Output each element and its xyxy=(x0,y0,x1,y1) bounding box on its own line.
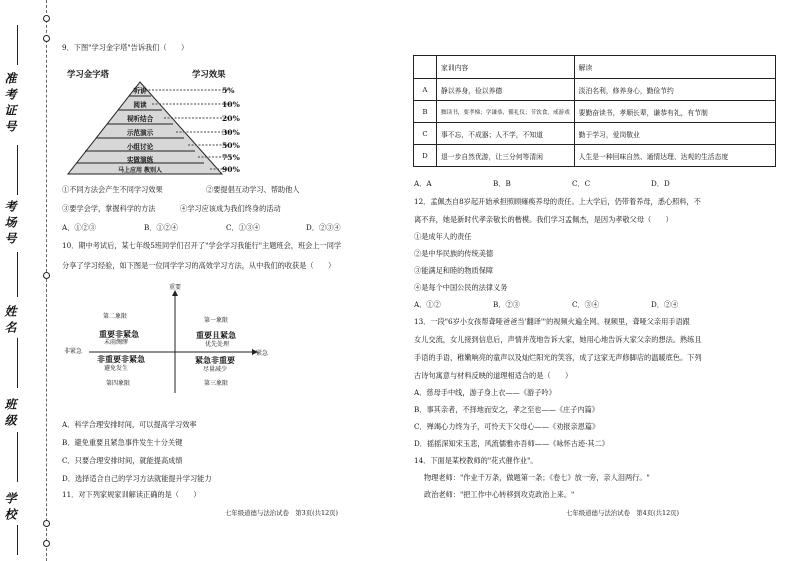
axis-urgent: 紧急 xyxy=(256,350,269,357)
table-cell: 要勤奋读书，孝顺长辈，谦恭有礼，有节制 xyxy=(574,101,775,123)
q14-line-3: 政治老师："把工作中心转移到攻克政治上来。" xyxy=(424,490,575,499)
table-cell: C xyxy=(414,123,437,145)
q12-choice-b[interactable]: B．②③ xyxy=(493,300,520,309)
table-header-row xyxy=(414,56,776,79)
school-label: 学校 xyxy=(3,492,17,524)
table-cell: 黜读书，要孝悌；学谦恭，循礼仪；节饮食，戒游戏 xyxy=(437,101,575,123)
table-header: 解读 xyxy=(574,56,775,79)
q9-option-3: ③要学会学，掌握科学的方法 xyxy=(62,204,156,213)
q10-line-2: 分享了学习经验，如下图是一位同学学习的高效学习方法，从中我们的收获是（ ） xyxy=(62,261,336,270)
exam-number-line xyxy=(17,25,18,65)
binding-hole xyxy=(43,272,50,279)
q11-choice-c[interactable]: C．C xyxy=(572,179,591,188)
q9-choice-a[interactable]: A．①②③ xyxy=(62,223,96,232)
q13-option-d[interactable]: D．摇摇深知宋玉悲，风流儒雅亦吾师——《咏怀古迹·其二》 xyxy=(414,439,609,448)
axis-not-urgent: 非紧急 xyxy=(64,348,83,355)
quadrant-1-title: 重要且紧急 xyxy=(196,330,236,340)
table-cell: B xyxy=(414,101,437,123)
q12-line-2: 离不弃，她是新时代孝亲敬长的楷模。我们学习孟佩杰，是因为孝敬父母（ ） xyxy=(414,215,673,224)
q11-choice-b[interactable]: B．B xyxy=(493,179,511,188)
q9-choice-c[interactable]: C．①③④ xyxy=(226,223,261,232)
effect-20: 20% xyxy=(222,114,240,123)
seat-number-label: 考场号 xyxy=(3,200,17,248)
q12-line-1: 12．孟佩杰自8岁起开始承担照顾瘫痪养母的责任。上大学后，仍带着养母，悉心照料，不 xyxy=(414,197,701,206)
q10-option-c[interactable]: C．只要合理安排时间，就能提高成绩 xyxy=(62,456,183,465)
q10-option-d[interactable]: D．选择适合自己的学习方法就能提升学习能力 xyxy=(62,474,212,483)
quadrant-4-title: 紧急非重要 xyxy=(195,355,235,365)
name-line xyxy=(17,338,18,388)
table-row xyxy=(414,79,776,101)
effect-10: 10% xyxy=(222,100,240,109)
exam-number-line-2 xyxy=(17,145,18,195)
class-line xyxy=(17,432,18,482)
q12-option-2: ②是中华民族的传统美德 xyxy=(414,249,494,258)
table-cell: 退一步自然优游，让三分何等清闲 xyxy=(437,145,575,167)
table-cell: 勤于学习，爱岗敬业 xyxy=(574,123,775,145)
table-row xyxy=(414,145,776,167)
q12-choice-d[interactable]: D．②④ xyxy=(651,300,679,309)
q13-line-4: 古诗句寓意与材料反映的道理相适合的是（ ） xyxy=(414,371,573,380)
quadrant-1-label: 第一象限 xyxy=(204,317,229,324)
footer-left: 七年级道德与法治试卷 第3页(共12页) xyxy=(225,509,339,517)
pyramid-title: 学习金字塔 xyxy=(67,69,109,79)
binding-hole xyxy=(43,520,50,527)
q10-option-a[interactable]: A．科学合理安排时间，可以提高学习效率 xyxy=(62,420,197,429)
pyramid-level-2: 阅读 xyxy=(133,101,147,109)
family-rules-table xyxy=(413,55,776,167)
axis-important: 重要 xyxy=(169,284,182,291)
effect-90: 90% xyxy=(222,165,240,174)
pyramid-level-3: 视听结合 xyxy=(126,115,154,123)
binding-line xyxy=(46,0,47,561)
q12-choice-a[interactable]: A．①② xyxy=(414,300,441,309)
table-row xyxy=(414,101,776,123)
q12-option-4: ④是每个中国公民的法律义务 xyxy=(414,283,508,292)
binding-margin xyxy=(0,0,46,561)
exam-number-label: 准考证号 xyxy=(3,72,17,136)
q13-option-a[interactable]: A．慈母手中线，游子身上衣——《游子吟》 xyxy=(414,388,556,397)
pyramid-level-7: 马上应用 教别人 xyxy=(117,167,163,174)
name-label: 姓名 xyxy=(3,305,17,337)
q11-choice-a[interactable]: A．A xyxy=(414,179,432,188)
q10-line-1: 10．期中考试后，某七年级5班同学们召开了"学会学习我能行"主题班会，班会上一同学 xyxy=(62,241,342,250)
quadrant-4-label: 第三象限 xyxy=(204,380,229,387)
table-cell: 人生是一种回味自然、通情达理、达观的生活态度 xyxy=(574,145,775,167)
school-line xyxy=(17,525,18,555)
quadrant-3-title: 非重要非紧急 xyxy=(97,354,145,364)
class-label: 班级 xyxy=(3,398,17,430)
table-cell: 淡泊名利，修养身心，勤俭节约 xyxy=(574,79,775,101)
quadrant-3-sub: 避免发生 xyxy=(104,365,129,372)
table-header: 家训内容 xyxy=(437,56,575,79)
binding-hole xyxy=(43,540,50,547)
q9-choice-b[interactable]: B．①②④ xyxy=(144,223,179,232)
quadrant-2-title: 重要非紧急 xyxy=(99,329,139,339)
table-header xyxy=(414,56,437,79)
pyramid-level-4: 示范演示 xyxy=(126,129,154,137)
quadrant-2-label: 第二象限 xyxy=(103,313,128,320)
q9-stem: 9．下图"学习金字塔"告诉我们（ ） xyxy=(62,43,189,52)
quadrant-4-sub: 尽量减少 xyxy=(203,366,228,373)
effect-title: 学习效果 xyxy=(192,69,226,79)
footer-right: 七年级道德与法治试卷 第4页(共12页) xyxy=(566,509,680,517)
q13-option-c[interactable]: C．殚竭心力终为子，可怜天下父母心——《劝报亲恩篇》 xyxy=(414,422,600,431)
pyramid-level-1: 听讲 xyxy=(133,87,147,95)
binding-hole xyxy=(43,15,50,22)
effect-30: 30% xyxy=(222,128,240,137)
effect-75: 75% xyxy=(222,153,240,162)
q9-option-2: ②要提倡互动学习、帮助他人 xyxy=(206,185,300,194)
table-row xyxy=(414,123,776,145)
pyramid-level-6: 实做演练 xyxy=(126,156,154,164)
table-cell: 事不忘，不成器；人不学，不知道 xyxy=(437,123,575,145)
q10-option-b[interactable]: B．避免重要且紧急事件发生十分关键 xyxy=(62,438,183,447)
q11-stem: 11．对下列家规家训解读正确的是（ ） xyxy=(62,490,201,499)
q13-option-b[interactable]: B．事其亲者，不择地而安之，孝之至也——《庄子内篇》 xyxy=(414,405,599,414)
seat-number-line xyxy=(17,252,18,297)
quadrant-2-sub: 未雨绸缪 xyxy=(104,339,129,346)
q14-line-2: 物理老师："作业千万条，做题第一条；《卷七》放一旁，亲人泪两行。" xyxy=(424,473,650,482)
q13-line-2: 女儿交流，女儿接到信息后，声情并茂地告诉大家，她用心地告诉大家父亲的想法。熟练且 xyxy=(414,335,702,344)
q11-choice-d[interactable]: D．D xyxy=(651,179,670,188)
q12-option-1: ①是成年人的责任 xyxy=(414,232,472,241)
table-cell: A xyxy=(414,79,437,101)
effect-50: 50% xyxy=(222,141,240,150)
table-cell: 静以养身，俭以养德 xyxy=(437,79,575,101)
effect-5: 5% xyxy=(222,86,235,95)
quadrant-1-sub: 优先处理 xyxy=(205,341,230,348)
q9-option-4: ④学习应该成为我们终身的活动 xyxy=(180,204,281,213)
pyramid-level-5: 小组讨论 xyxy=(126,143,154,151)
binding-hole xyxy=(43,35,50,42)
q12-choice-c[interactable]: C．③④ xyxy=(572,300,600,309)
q14-line-1: 14．下面是某校教师的"花式催作业"。 xyxy=(414,456,538,465)
q13-line-1: 13．一段"6岁小女孩帮聋哑爸爸当'翻译'"的视频火遍全网。视频里，聋哑父亲用手语跟 xyxy=(414,317,690,326)
q12-option-3: ③能满足和睦的物质保障 xyxy=(414,266,494,275)
table-cell: D xyxy=(414,145,437,167)
q9-choice-d[interactable]: D．②③④ xyxy=(306,223,341,232)
q13-line-3: 手语的手语，稚嫩响亮的童声以及灿烂阳光的笑容，成了这家无声修脚店的温暖底色。下列 xyxy=(414,353,702,362)
quadrant-3-label: 第四象限 xyxy=(106,380,131,387)
q9-option-1: ①不同方法会产生不同学习效果 xyxy=(62,185,163,194)
